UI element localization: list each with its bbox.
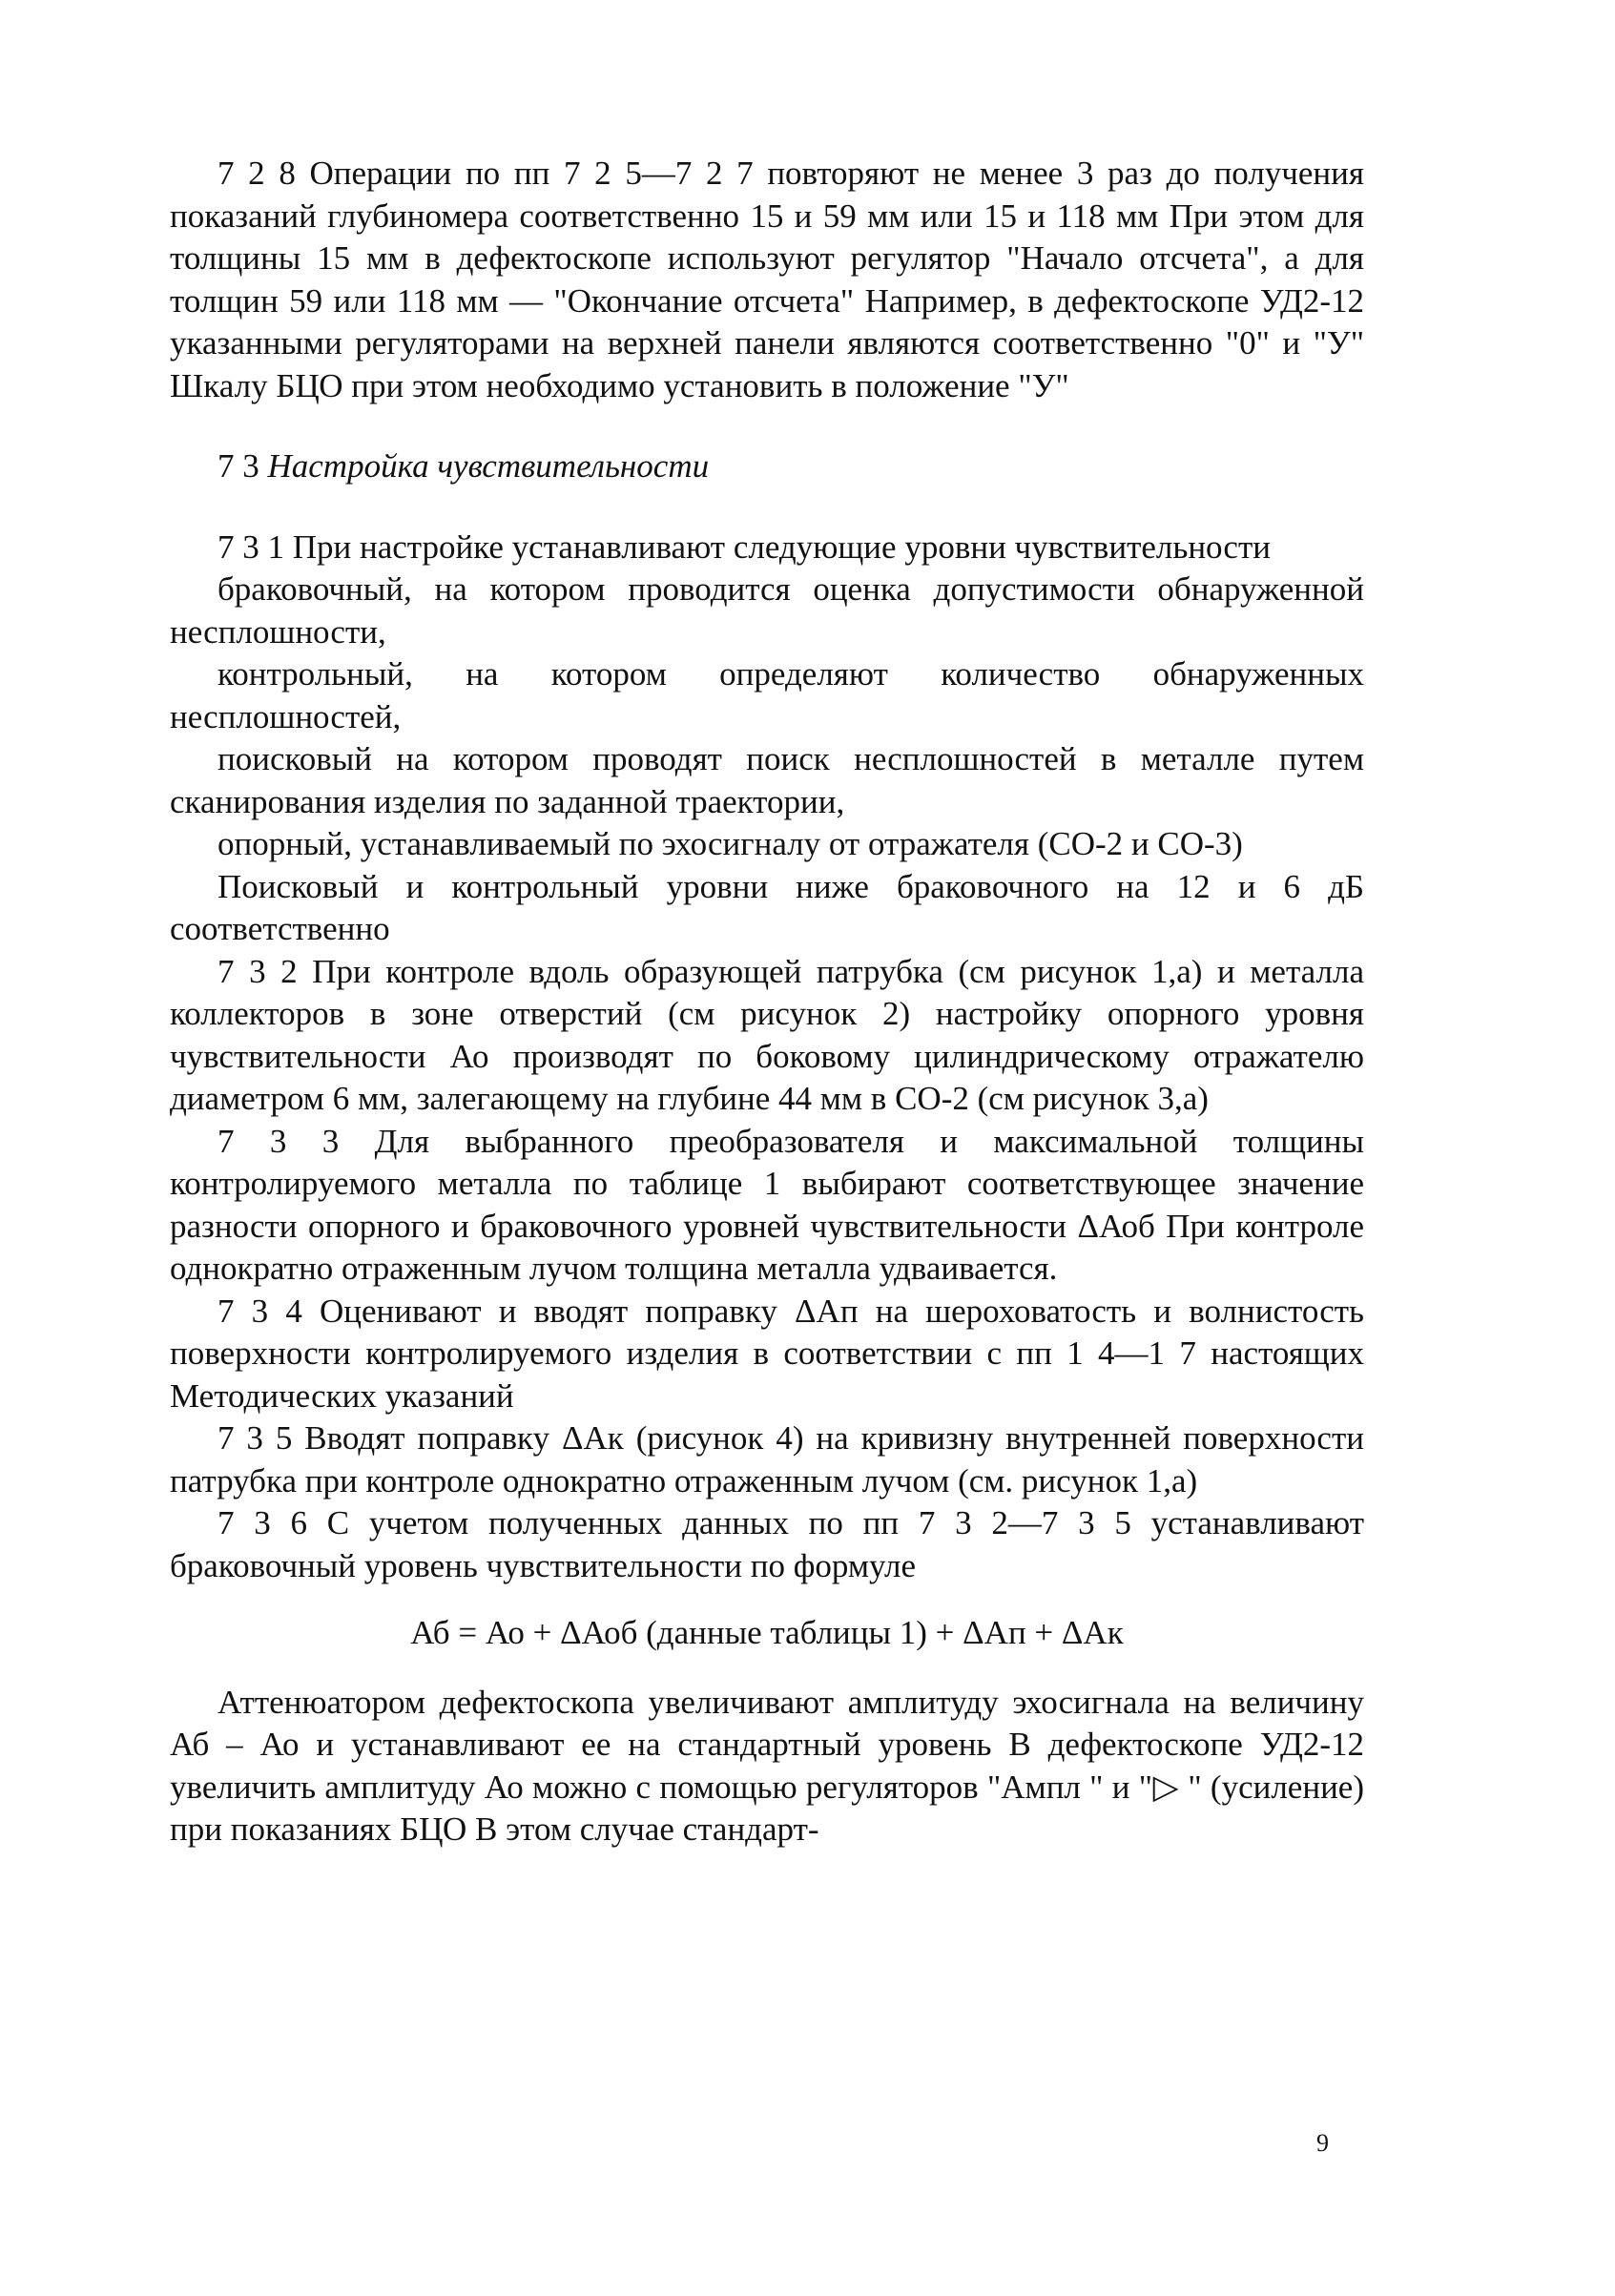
page-number: 9 (1316, 2129, 1329, 2157)
paragraph-7-3-2: 7 3 2 При контроле вдоль образующей патрубка (см рисунок 1,а) и металла коллекторов в зоне отверстий (см рисунок 2) настройку опорного уровня чувствительности Ао производят по боковому цилиндрическому отражателю диаметром 6 мм, залегающему на глубине 44 мм в СО-2 (см рисунок 3,а) (170, 952, 1364, 1117)
paragraph-attenuator: Аттенюатором дефектоскопа увеличивают амплитуду эхосигнала на величину Аб – Ао и устанавливают ее на стандартный уровень В дефектоскопе УД2-12 увеличить амплитуду Ао можно с помощью регуляторов "Ампл " и "▷ " (усиление) при показаниях БЦО В этом случае стандарт- (170, 1683, 1364, 1848)
section-title: Настройка чувствительности (267, 447, 710, 485)
paragraph-7-3-3: 7 3 3 Для выбранного преобразователя и максимальной толщины контролируемого металла по таблице 1 выбирают соответствующее значение разности опорного и браковочного уровней чувствительности ΔАоб При контроле однократно отраженным лучом толщина металла удваивается. (170, 1122, 1364, 1287)
level-reference: опорный, устанавливаемый по эхосигналу от отражателя (СО-2 и СО-3) (217, 825, 1243, 862)
level-search: поисковый на котором проводят поиск несплошностей в металле путем сканирования изделия по заданной траектории, (170, 740, 1364, 820)
levels-note: Поисковый и контрольный уровни ниже браковочного на 12 и 6 дБ соответственно (170, 867, 1364, 947)
paragraph-7-3-5: 7 3 5 Вводят поправку ΔАк (рисунок 4) на кривизну внутренней поверхности патрубка при контроле однократно отраженным лучом (см. рисунок 1,а) (170, 1419, 1364, 1500)
text-column (170, 153, 1364, 1851)
level-control: контрольный, на котором определяют количество обнаруженных несплошностей, (170, 655, 1364, 735)
level-reject: браковочный, на котором проводится оценка допустимости обнаруженной несплошности, (170, 570, 1364, 651)
paragraph-7-3-6: 7 3 6 С учетом полученных данных по пп 7 3 2—7 3 5 устанавливают браковочный уровень чувствительности по формуле (170, 1504, 1364, 1584)
section-number: 7 3 (217, 447, 259, 485)
section-heading (170, 445, 1364, 488)
paragraph-7-3-1: 7 3 1 При настройке устанавливают следующие уровни чувствительности (217, 527, 1271, 566)
paragraph-7-3-4: 7 3 4 Оценивают и вводят поправку ΔАп на шероховатость и волнистость поверхности контролируемого изделия в соответствии с пп 1 4—1 7 настоящих Методических указаний (170, 1292, 1364, 1415)
paragraph-7-2-8: 7 2 8 Операции по пп 7 2 5—7 2 7 повторяют не менее 3 раз до получения показаний глубиномера соответственно 15 и 59 мм или 15 и 118 мм При этом для толщины 15 мм в дефектоскопе используют регулятор "Начало отсчета", а для толщин 59 или 118 мм — "Окончание отсчета" Например, в дефектоскопе УД2-12 указанными регуляторами на верхней панели являются соответственно "0" и "У" Шкалу БЦО при этом необходимо установить в положение "У" (170, 155, 1364, 404)
sensitivity-formula: Аб = Ао + ΔАоб (данные таблицы 1) + ΔАп + ΔАк (410, 1614, 1124, 1651)
